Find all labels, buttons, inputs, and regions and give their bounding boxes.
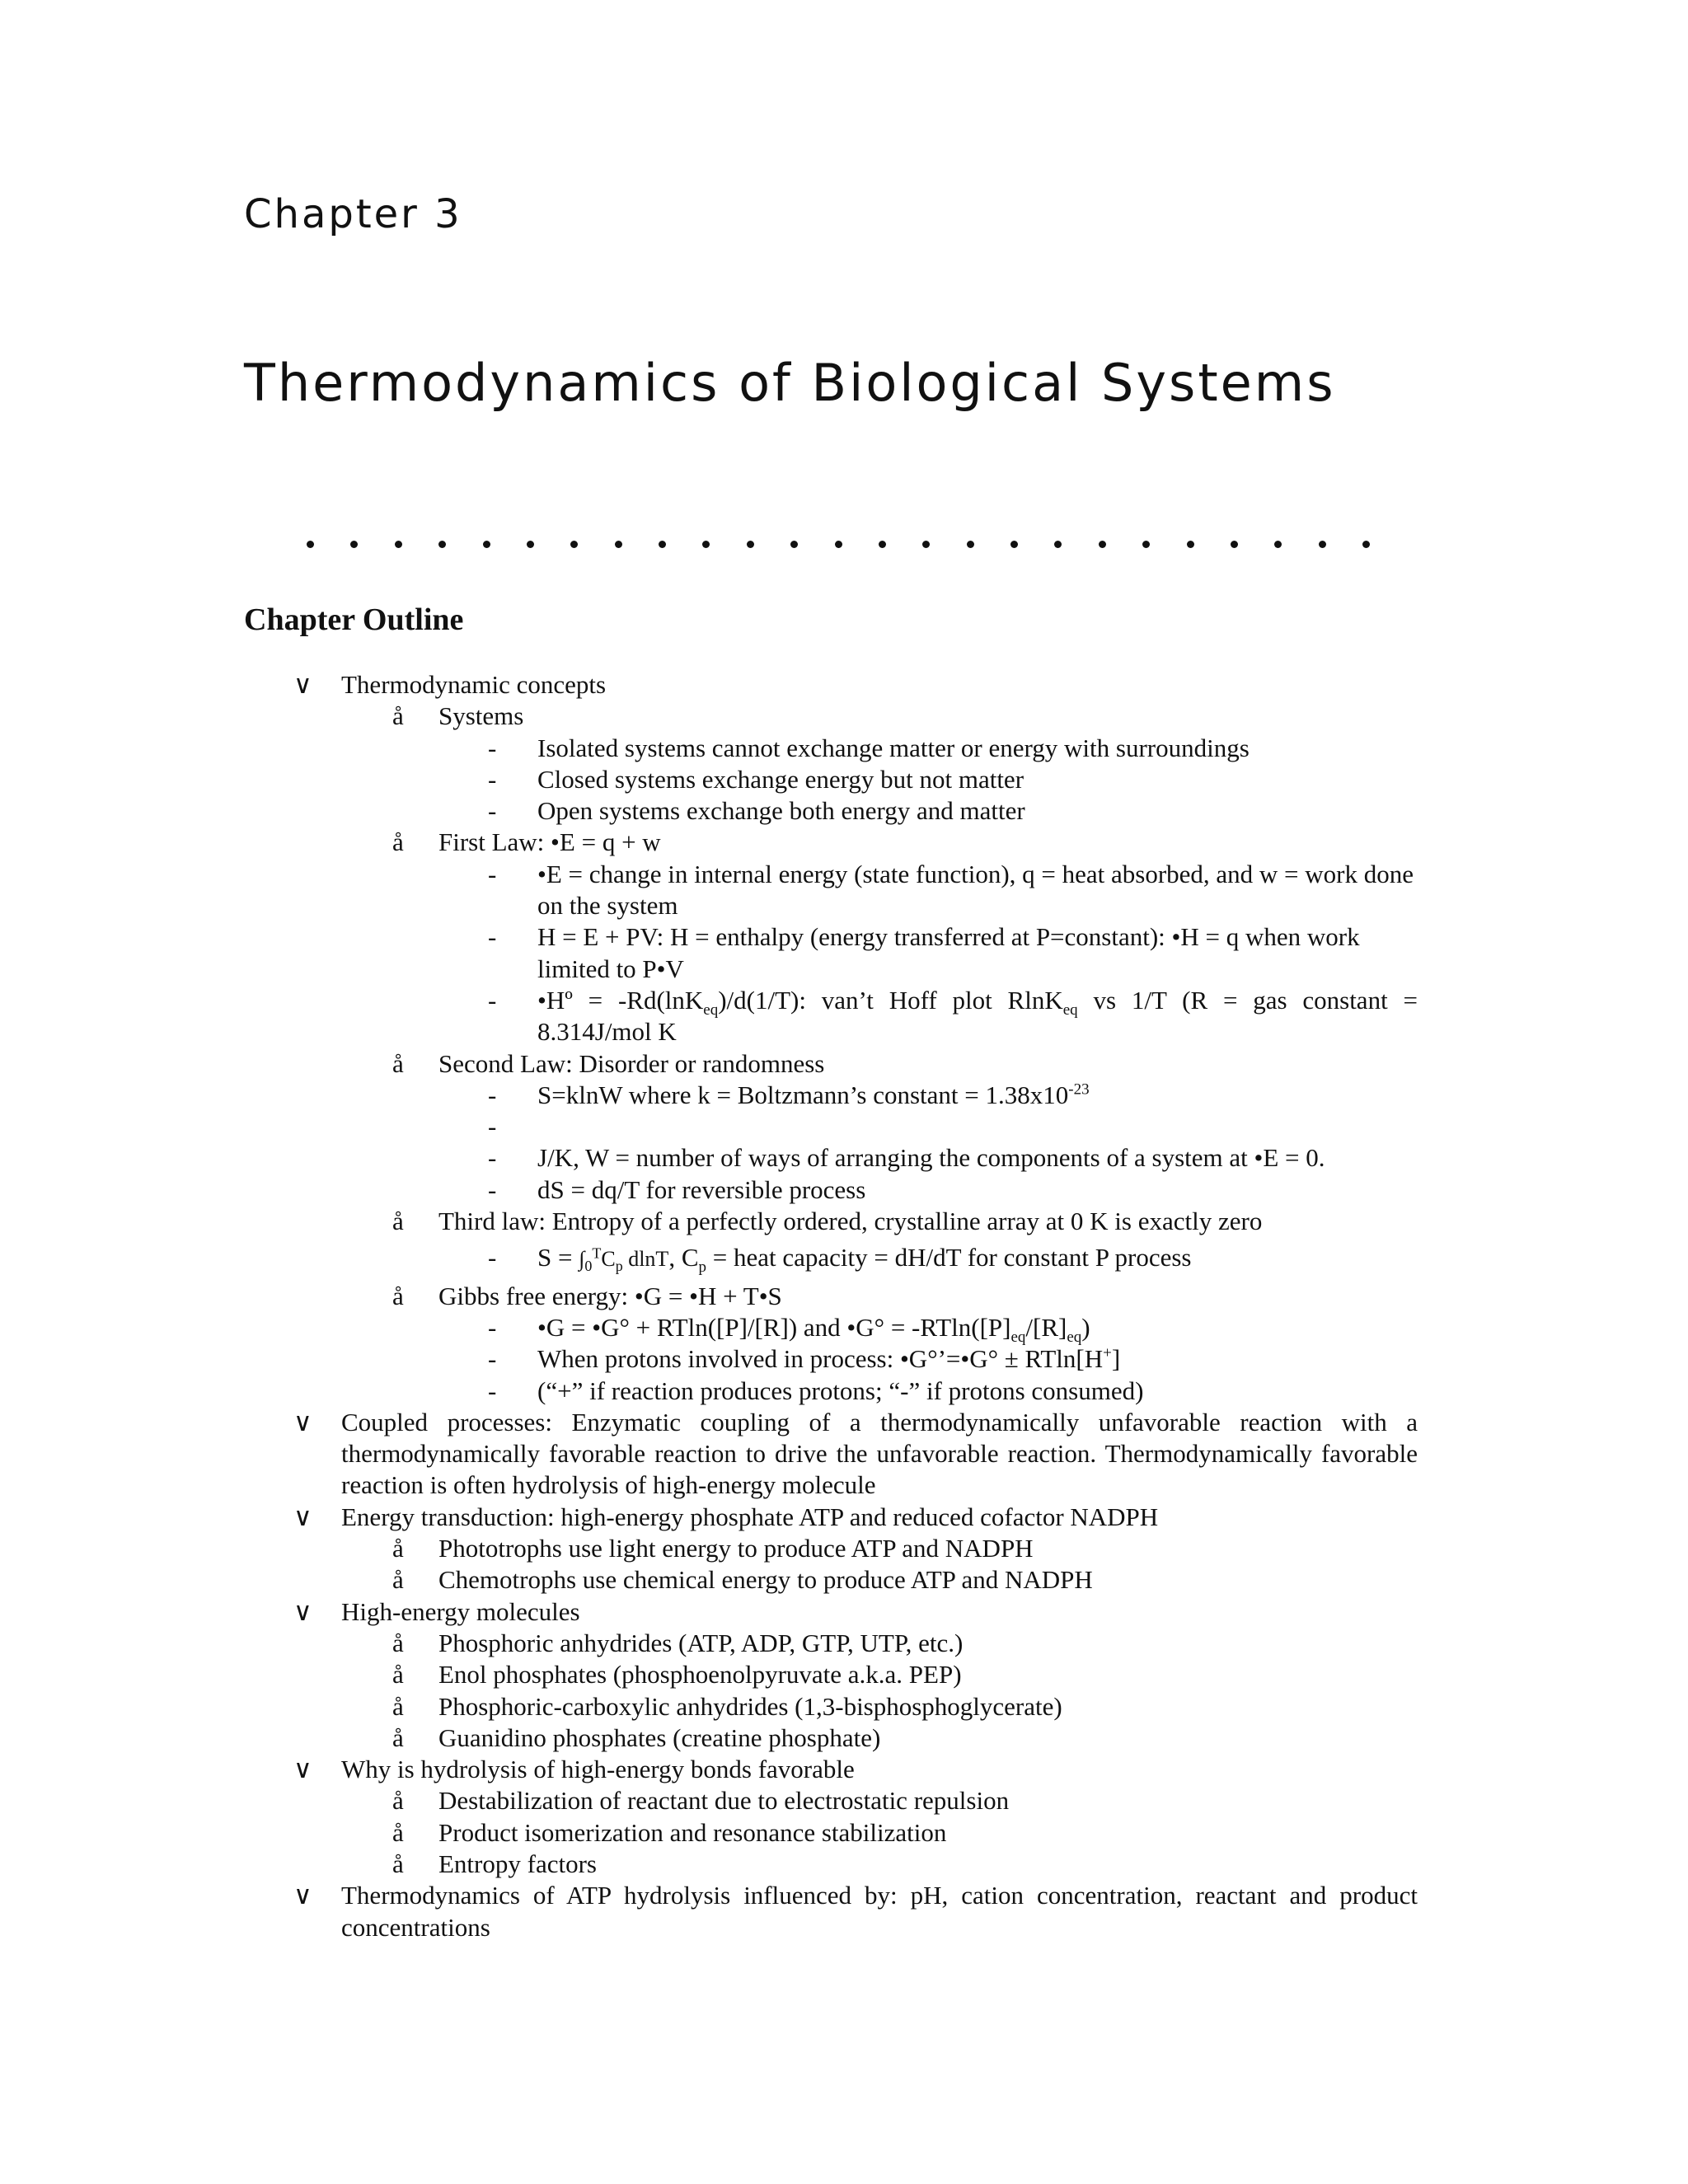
outline-subitem-text: Gibbs free energy: •G = •H + T•S	[438, 1281, 782, 1310]
divider-dot	[615, 541, 622, 548]
ring-bullet-icon: å	[392, 1048, 404, 1078]
ring-bullet-icon: å	[392, 1281, 404, 1310]
divider-dot	[835, 541, 842, 548]
divider-dot	[1362, 541, 1370, 548]
chapter-outline	[0, 669, 1688, 1943]
outline-subitem	[0, 1206, 1688, 1237]
outline-detail	[0, 764, 1688, 795]
chevron-bullet-icon: ∨	[293, 1881, 312, 1910]
equation-part: dlnT	[622, 1247, 669, 1272]
outline-detail	[0, 1343, 1688, 1375]
divider-dot	[1274, 541, 1282, 548]
ring-bullet-icon: å	[392, 1722, 404, 1752]
outline-subitem-text: Guanidino phosphates (creatine phosphate)	[438, 1722, 881, 1752]
subscript: eq	[1067, 1329, 1082, 1347]
outline-detail	[0, 795, 1688, 827]
outline-subitem	[0, 1849, 1688, 1880]
equation-part: = heat capacity = dH/dT for constant P process	[706, 1243, 1192, 1272]
outline-item	[0, 669, 1688, 701]
ring-bullet-icon: å	[392, 827, 404, 857]
outline-detail	[0, 1111, 1688, 1142]
ring-bullet-icon: å	[392, 1534, 404, 1563]
divider-dot	[527, 541, 534, 548]
outline-detail	[0, 985, 1688, 1048]
divider-dot	[483, 541, 490, 548]
dash-bullet-icon: -	[488, 1143, 497, 1173]
outline-subitem	[0, 1659, 1688, 1690]
equation-part: S=klnW where k = Boltzmann’s constant = 1.38x10	[537, 1080, 1069, 1109]
gibbs-equation	[537, 1312, 1418, 1347]
outline-item	[0, 1502, 1688, 1533]
equation-part: C	[601, 1247, 616, 1272]
divider-dot	[395, 541, 402, 548]
divider-dot	[1054, 541, 1062, 548]
subscript: eq	[703, 1001, 719, 1019]
outline-detail	[0, 1142, 1688, 1174]
equation-part: )/d(1/T): van’t Hoff plot RlnK	[718, 985, 1063, 1015]
dash-bullet-icon: -	[488, 733, 497, 762]
outline-subitem-text: Product isomerization and resonance stabilization	[438, 1817, 947, 1847]
divider-dot	[1231, 541, 1238, 548]
outline-subitem-text: First Law: •E = q + w	[438, 827, 661, 857]
chevron-bullet-icon: ∨	[293, 1755, 312, 1784]
equation-part: S =	[537, 1243, 579, 1272]
outline-detail-text: Open systems exchange both energy and matter	[537, 796, 1025, 826]
dotted-divider	[307, 527, 1370, 560]
outline-item-text: Coupled processes: Enzymatic coupling of a thermodynamically unfavorable reaction with a thermodynamically favorable reaction to drive the unfavorable reaction. Thermodynamically favorable reaction is often hydrolysis of high-energy molecule	[341, 1407, 1418, 1500]
outline-item	[0, 1407, 1688, 1502]
dash-bullet-icon: -	[488, 859, 497, 888]
divider-dot	[967, 541, 974, 548]
outline-subitem	[0, 1628, 1688, 1659]
outline-detail-text: dS = dq/T for reversible process	[537, 1174, 866, 1204]
ring-bullet-icon: å	[392, 1660, 404, 1690]
divider-dot	[879, 541, 886, 548]
divider-dot	[1010, 541, 1018, 548]
outline-subitem-text: Phototrophs use light energy to produce ATP and NADPH	[438, 1534, 1034, 1563]
outline-detail	[0, 921, 1688, 985]
chapter-number: Chapter 3	[244, 191, 462, 237]
equation-part: ]	[1111, 1344, 1121, 1374]
ring-bullet-icon: å	[392, 701, 404, 731]
ring-bullet-icon: å	[392, 1207, 404, 1236]
equation-part: When protons involved in process: •G°’=•G° ± RTln[H	[537, 1344, 1104, 1374]
outline-subitem	[0, 701, 1688, 732]
dash-bullet-icon: -	[488, 985, 497, 1015]
outline-subitem	[0, 1817, 1688, 1849]
outline-item-text: Energy transduction: high-energy phosphate ATP and reduced cofactor NADPH	[341, 1502, 1159, 1531]
divider-dot	[438, 541, 446, 548]
dash-bullet-icon: -	[488, 1312, 497, 1342]
protons-equation	[537, 1343, 1418, 1375]
outline-subitem-text: Third law: Entropy of a perfectly ordered, crystalline array at 0 K is exactly zero	[438, 1207, 1263, 1236]
dash-bullet-icon: -	[488, 1174, 497, 1204]
third-law-equation	[537, 1242, 1418, 1275]
outline-subitem-text: Phosphoric anhydrides (ATP, ADP, GTP, UTP, etc.)	[438, 1628, 964, 1657]
outline-item	[0, 1880, 1688, 1943]
subscript: p	[615, 1258, 623, 1275]
outline-subitem	[0, 1691, 1688, 1722]
divider-dot	[1319, 541, 1326, 548]
divider-dot	[790, 541, 798, 548]
outline-subitem-text: Destabilization of reactant due to electrostatic repulsion	[438, 1786, 1010, 1816]
divider-dot	[1099, 541, 1106, 548]
outline-detail-text: (“+” if reaction produces protons; “-” if protons consumed)	[537, 1376, 1144, 1405]
chevron-bullet-icon: ∨	[293, 670, 312, 699]
equation-part: )	[1081, 1312, 1090, 1342]
outline-subitem	[0, 1533, 1688, 1564]
outline-item	[0, 1596, 1688, 1628]
subscript: p	[698, 1258, 706, 1277]
outline-detail	[0, 1376, 1688, 1407]
ring-bullet-icon: å	[392, 1565, 404, 1595]
dash-bullet-icon: -	[488, 796, 497, 826]
outline-subitem-text: Second Law: Disorder or randomness	[438, 1048, 825, 1078]
divider-dot	[702, 541, 710, 548]
dash-bullet-icon: -	[488, 1344, 497, 1374]
chevron-bullet-icon: ∨	[293, 1502, 312, 1531]
dash-bullet-icon: -	[488, 1243, 497, 1272]
boltzmann-equation	[537, 1080, 1418, 1111]
equation-part: •Hº = -Rd(lnK	[537, 985, 704, 1015]
ring-bullet-icon: å	[392, 1628, 404, 1657]
vant-hoff-equation	[537, 985, 1418, 1048]
equation-part: , C	[668, 1243, 699, 1272]
outline-detail	[0, 1237, 1688, 1280]
outline-subitem-text: Systems	[438, 701, 524, 731]
dash-bullet-icon: -	[488, 1080, 497, 1109]
outline-subitem	[0, 1281, 1688, 1312]
ring-bullet-icon: å	[392, 1786, 404, 1816]
outline-detail	[0, 1174, 1688, 1206]
chapter-title: Thermodynamics of Biological Systems	[244, 353, 1336, 413]
chevron-bullet-icon: ∨	[293, 1407, 312, 1436]
integral-upper-bound: T	[592, 1244, 602, 1262]
divider-dot	[570, 541, 578, 548]
outline-detail	[0, 733, 1688, 764]
integral-icon: ∫	[579, 1247, 585, 1272]
ring-bullet-icon: å	[392, 1691, 404, 1721]
outline-detail-text: H = E + PV: H = enthalpy (energy transferred at P=constant): •H = q when work limited to P•V	[537, 922, 1360, 983]
outline-item-text: High-energy molecules	[341, 1596, 580, 1626]
outline-subitem-text: Chemotrophs use chemical energy to produce ATP and NADPH	[438, 1565, 1093, 1595]
outline-subitem-text: Entropy factors	[438, 1849, 597, 1878]
equation-part: vs 1/T (R = gas constant = 8.314J/mol K	[537, 985, 1418, 1047]
ring-bullet-icon: å	[392, 1817, 404, 1847]
outline-item-text: Thermodynamic concepts	[341, 670, 607, 699]
outline-item-text: Why is hydrolysis of high-energy bonds favorable	[341, 1755, 855, 1784]
divider-dot	[922, 541, 930, 548]
chevron-bullet-icon: ∨	[293, 1596, 312, 1626]
divider-dot	[307, 541, 314, 548]
equation-part: •G = •G° + RTln([P]/[R]) and •G° = -RTln([P]	[537, 1312, 1011, 1342]
outline-detail	[0, 1080, 1688, 1111]
divider-dot	[747, 541, 754, 548]
superscript: -23	[1068, 1080, 1090, 1099]
outline-subitem	[0, 1048, 1688, 1080]
divider-dot	[659, 541, 666, 548]
subscript: eq	[1062, 1001, 1078, 1019]
outline-subitem	[0, 1564, 1688, 1596]
outline-subitem	[0, 1722, 1688, 1754]
outline-detail-text: •E = change in internal energy (state function), q = heat absorbed, and w = work done on the system	[537, 859, 1414, 921]
dash-bullet-icon: -	[488, 764, 497, 794]
outline-subitem-text: Phosphoric-carboxylic anhydrides (1,3-bisphosphoglycerate)	[438, 1691, 1062, 1721]
outline-detail-text: Isolated systems cannot exchange matter or energy with surroundings	[537, 733, 1250, 762]
outline-detail	[0, 859, 1688, 922]
integral-lower-bound: 0	[584, 1258, 593, 1275]
dash-bullet-icon: -	[488, 1376, 497, 1405]
outline-subitem	[0, 827, 1688, 858]
outline-item-text: Thermodynamics of ATP hydrolysis influenced by: pH, cation concentration, reactant and product concentrations	[341, 1881, 1418, 1942]
outline-subitem-text: Enol phosphates (phosphoenolpyruvate a.k.a. PEP)	[438, 1660, 962, 1690]
outline-subitem	[0, 1785, 1688, 1816]
outline-detail-text: J/K, W = number of ways of arranging the components of a system at •E = 0.	[537, 1143, 1325, 1173]
divider-dot	[350, 541, 358, 548]
ring-bullet-icon: å	[392, 1849, 404, 1878]
dash-bullet-icon: -	[488, 1112, 497, 1141]
divider-dot	[1187, 541, 1194, 548]
equation-part: /[R]	[1025, 1312, 1067, 1342]
subscript: eq	[1010, 1329, 1026, 1347]
outline-detail	[0, 1312, 1688, 1347]
integral-expression	[579, 1244, 669, 1275]
superscript: +	[1103, 1344, 1112, 1362]
outline-heading: Chapter Outline	[244, 602, 464, 637]
dash-bullet-icon: -	[488, 922, 497, 952]
outline-item	[0, 1754, 1688, 1785]
outline-detail-text: Closed systems exchange energy but not matter	[537, 764, 1025, 794]
divider-dot	[1142, 541, 1150, 548]
